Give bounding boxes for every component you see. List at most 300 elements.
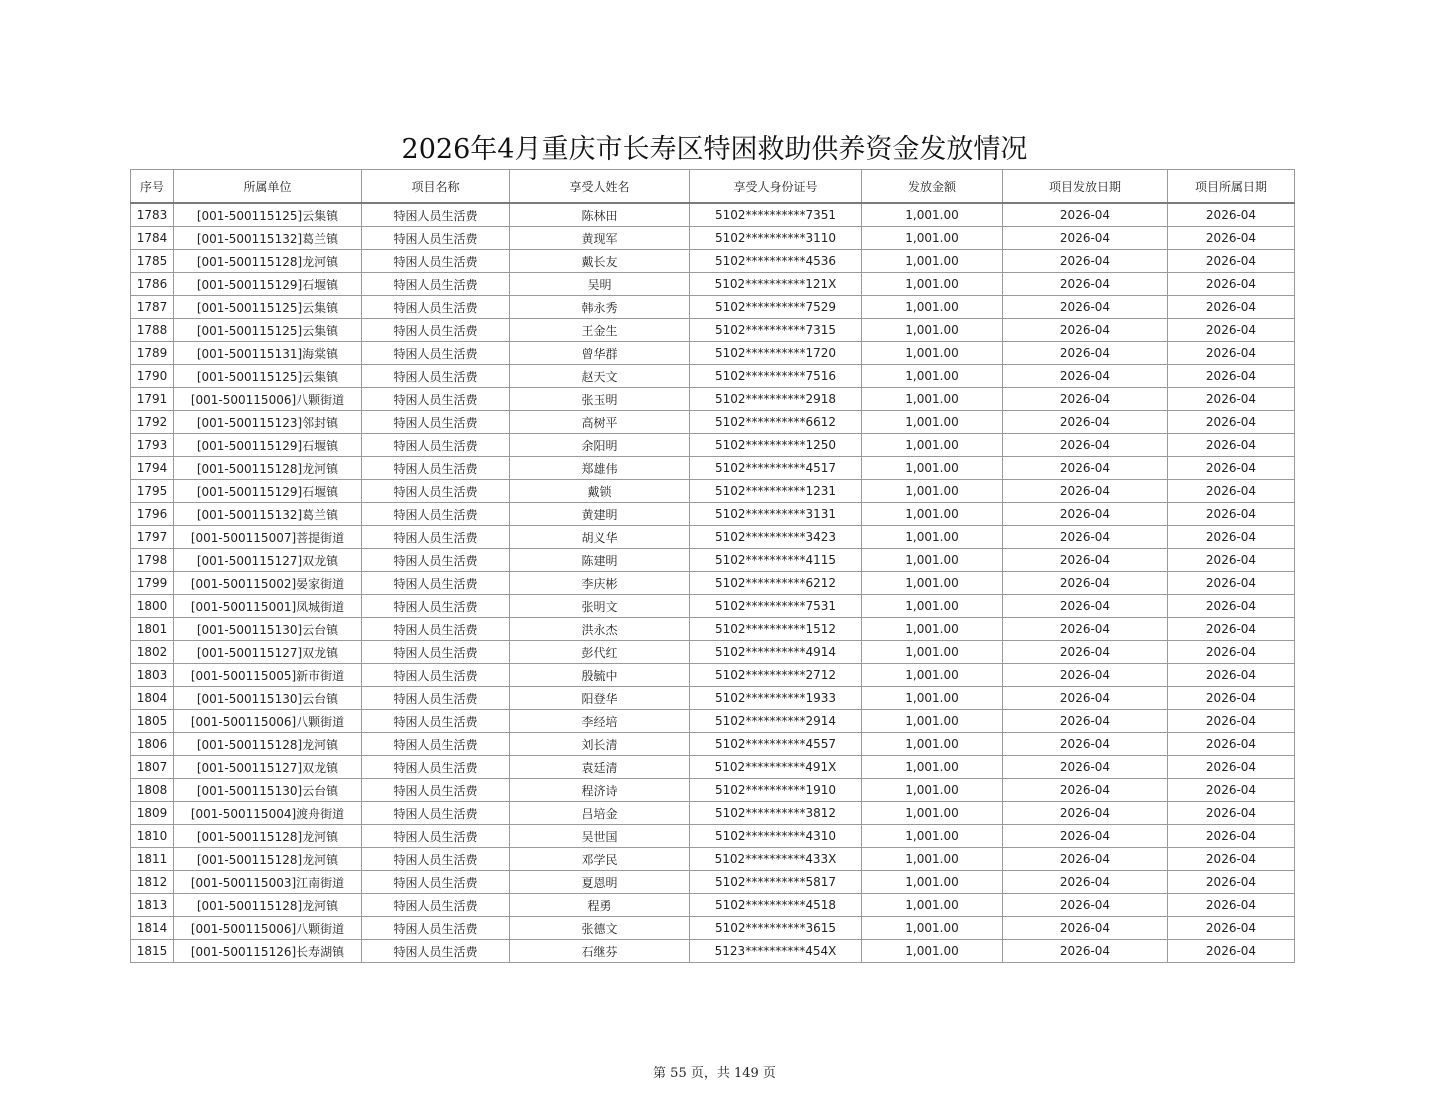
cell-project: 特困人员生活费 <box>362 296 510 319</box>
cell-period-date: 2026-04 <box>1168 595 1295 618</box>
cell-id-number: 5102**********7315 <box>690 319 862 342</box>
cell-serial: 1810 <box>131 825 174 848</box>
cell-unit: [001-500115006]八颗街道 <box>174 388 362 411</box>
cell-issue-date: 2026-04 <box>1003 549 1168 572</box>
cell-id-number: 5102**********1720 <box>690 342 862 365</box>
cell-unit: [001-500115125]云集镇 <box>174 296 362 319</box>
cell-id-number: 5102**********3812 <box>690 802 862 825</box>
cell-period-date: 2026-04 <box>1168 871 1295 894</box>
cell-project: 特困人员生活费 <box>362 779 510 802</box>
table-row <box>131 319 1295 342</box>
cell-name: 赵天文 <box>510 365 690 388</box>
table-row <box>131 641 1295 664</box>
cell-unit: [001-500115128]龙河镇 <box>174 457 362 480</box>
cell-period-date: 2026-04 <box>1168 434 1295 457</box>
cell-project: 特困人员生活费 <box>362 894 510 917</box>
cell-period-date: 2026-04 <box>1168 802 1295 825</box>
cell-serial: 1814 <box>131 917 174 940</box>
cell-name: 吴世国 <box>510 825 690 848</box>
cell-id-number: 5102**********1231 <box>690 480 862 503</box>
cell-serial: 1789 <box>131 342 174 365</box>
cell-period-date: 2026-04 <box>1168 848 1295 871</box>
cell-serial: 1790 <box>131 365 174 388</box>
cell-unit: [001-500115132]葛兰镇 <box>174 503 362 526</box>
column-header-name: 享受人姓名 <box>510 170 690 204</box>
cell-issue-date: 2026-04 <box>1003 342 1168 365</box>
cell-amount: 1,001.00 <box>862 457 1003 480</box>
cell-period-date: 2026-04 <box>1168 779 1295 802</box>
table-row <box>131 802 1295 825</box>
cell-name: 程济诗 <box>510 779 690 802</box>
cell-project: 特困人员生活费 <box>362 848 510 871</box>
cell-issue-date: 2026-04 <box>1003 618 1168 641</box>
cell-name: 胡义华 <box>510 526 690 549</box>
cell-project: 特困人员生活费 <box>362 687 510 710</box>
cell-period-date: 2026-04 <box>1168 641 1295 664</box>
table-row <box>131 203 1295 227</box>
cell-project: 特困人员生活费 <box>362 526 510 549</box>
cell-serial: 1809 <box>131 802 174 825</box>
cell-id-number: 5102**********2918 <box>690 388 862 411</box>
cell-project: 特困人员生活费 <box>362 595 510 618</box>
cell-serial: 1799 <box>131 572 174 595</box>
cell-issue-date: 2026-04 <box>1003 848 1168 871</box>
cell-project: 特困人员生活费 <box>362 871 510 894</box>
cell-period-date: 2026-04 <box>1168 411 1295 434</box>
cell-name: 高树平 <box>510 411 690 434</box>
cell-amount: 1,001.00 <box>862 480 1003 503</box>
cell-unit: [001-500115125]云集镇 <box>174 203 362 227</box>
cell-project: 特困人员生活费 <box>362 388 510 411</box>
cell-unit: [001-500115127]双龙镇 <box>174 549 362 572</box>
cell-unit: [001-500115125]云集镇 <box>174 319 362 342</box>
cell-issue-date: 2026-04 <box>1003 871 1168 894</box>
cell-serial: 1784 <box>131 227 174 250</box>
cell-name: 郑雄伟 <box>510 457 690 480</box>
cell-period-date: 2026-04 <box>1168 572 1295 595</box>
cell-period-date: 2026-04 <box>1168 733 1295 756</box>
cell-amount: 1,001.00 <box>862 733 1003 756</box>
cell-serial: 1803 <box>131 664 174 687</box>
cell-serial: 1808 <box>131 779 174 802</box>
cell-id-number: 5102**********4310 <box>690 825 862 848</box>
column-header-amount: 发放金额 <box>862 170 1003 204</box>
table-row <box>131 618 1295 641</box>
cell-period-date: 2026-04 <box>1168 342 1295 365</box>
cell-unit: [001-500115128]龙河镇 <box>174 848 362 871</box>
cell-issue-date: 2026-04 <box>1003 733 1168 756</box>
cell-amount: 1,001.00 <box>862 779 1003 802</box>
cell-name: 张玉明 <box>510 388 690 411</box>
cell-unit: [001-500115130]云台镇 <box>174 779 362 802</box>
cell-id-number: 5102**********2914 <box>690 710 862 733</box>
cell-project: 特困人员生活费 <box>362 641 510 664</box>
cell-id-number: 5102**********1250 <box>690 434 862 457</box>
cell-unit: [001-500115007]菩提街道 <box>174 526 362 549</box>
cell-amount: 1,001.00 <box>862 664 1003 687</box>
cell-amount: 1,001.00 <box>862 940 1003 963</box>
cell-project: 特困人员生活费 <box>362 940 510 963</box>
cell-issue-date: 2026-04 <box>1003 756 1168 779</box>
cell-amount: 1,001.00 <box>862 549 1003 572</box>
cell-amount: 1,001.00 <box>862 250 1003 273</box>
cell-period-date: 2026-04 <box>1168 480 1295 503</box>
cell-amount: 1,001.00 <box>862 641 1003 664</box>
page-footer: 第 55 页，共 149 页 <box>653 1066 776 1081</box>
cell-amount: 1,001.00 <box>862 825 1003 848</box>
cell-project: 特困人员生活费 <box>362 342 510 365</box>
cell-unit: [001-500115132]葛兰镇 <box>174 227 362 250</box>
cell-period-date: 2026-04 <box>1168 710 1295 733</box>
table-row <box>131 756 1295 779</box>
cell-name: 李经培 <box>510 710 690 733</box>
cell-name: 殷毓中 <box>510 664 690 687</box>
cell-issue-date: 2026-04 <box>1003 434 1168 457</box>
cell-name: 黄建明 <box>510 503 690 526</box>
table-row <box>131 273 1295 296</box>
table-row <box>131 917 1295 940</box>
table-row <box>131 894 1295 917</box>
cell-period-date: 2026-04 <box>1168 549 1295 572</box>
cell-project: 特困人员生活费 <box>362 825 510 848</box>
cell-serial: 1811 <box>131 848 174 871</box>
cell-amount: 1,001.00 <box>862 848 1003 871</box>
cell-project: 特困人员生活费 <box>362 457 510 480</box>
cell-id-number: 5102**********7531 <box>690 595 862 618</box>
cell-unit: [001-500115129]石堰镇 <box>174 480 362 503</box>
cell-amount: 1,001.00 <box>862 526 1003 549</box>
cell-serial: 1796 <box>131 503 174 526</box>
cell-project: 特困人员生活费 <box>362 411 510 434</box>
cell-serial: 1791 <box>131 388 174 411</box>
table-row <box>131 710 1295 733</box>
cell-amount: 1,001.00 <box>862 319 1003 342</box>
cell-period-date: 2026-04 <box>1168 273 1295 296</box>
cell-name: 张明文 <box>510 595 690 618</box>
cell-unit: [001-500115006]八颗街道 <box>174 710 362 733</box>
cell-serial: 1800 <box>131 595 174 618</box>
cell-name: 夏恩明 <box>510 871 690 894</box>
cell-period-date: 2026-04 <box>1168 388 1295 411</box>
cell-unit: [001-500115129]石堰镇 <box>174 434 362 457</box>
cell-serial: 1794 <box>131 457 174 480</box>
cell-name: 戴长友 <box>510 250 690 273</box>
cell-name: 程勇 <box>510 894 690 917</box>
column-header-unit: 所属单位 <box>174 170 362 204</box>
cell-issue-date: 2026-04 <box>1003 411 1168 434</box>
cell-issue-date: 2026-04 <box>1003 503 1168 526</box>
cell-issue-date: 2026-04 <box>1003 203 1168 227</box>
cell-period-date: 2026-04 <box>1168 940 1295 963</box>
cell-serial: 1807 <box>131 756 174 779</box>
cell-period-date: 2026-04 <box>1168 250 1295 273</box>
cell-id-number: 5102**********4557 <box>690 733 862 756</box>
cell-serial: 1793 <box>131 434 174 457</box>
cell-name: 陈建明 <box>510 549 690 572</box>
cell-unit: [001-500115004]渡舟街道 <box>174 802 362 825</box>
cell-unit: [001-500115002]晏家街道 <box>174 572 362 595</box>
cell-id-number: 5102**********6612 <box>690 411 862 434</box>
cell-project: 特困人员生活费 <box>362 572 510 595</box>
cell-project: 特困人员生活费 <box>362 733 510 756</box>
cell-amount: 1,001.00 <box>862 503 1003 526</box>
cell-amount: 1,001.00 <box>862 296 1003 319</box>
cell-project: 特困人员生活费 <box>362 802 510 825</box>
cell-period-date: 2026-04 <box>1168 296 1295 319</box>
cell-name: 邓学民 <box>510 848 690 871</box>
table-row <box>131 549 1295 572</box>
cell-issue-date: 2026-04 <box>1003 917 1168 940</box>
cell-serial: 1801 <box>131 618 174 641</box>
cell-serial: 1797 <box>131 526 174 549</box>
cell-unit: [001-500115128]龙河镇 <box>174 825 362 848</box>
cell-unit: [001-500115127]双龙镇 <box>174 641 362 664</box>
cell-unit: [001-500115130]云台镇 <box>174 618 362 641</box>
cell-issue-date: 2026-04 <box>1003 710 1168 733</box>
cell-project: 特困人员生活费 <box>362 917 510 940</box>
cell-period-date: 2026-04 <box>1168 825 1295 848</box>
table-row <box>131 848 1295 871</box>
cell-unit: [001-500115127]双龙镇 <box>174 756 362 779</box>
cell-amount: 1,001.00 <box>862 687 1003 710</box>
cell-issue-date: 2026-04 <box>1003 480 1168 503</box>
cell-period-date: 2026-04 <box>1168 917 1295 940</box>
cell-issue-date: 2026-04 <box>1003 940 1168 963</box>
cell-amount: 1,001.00 <box>862 871 1003 894</box>
table-body <box>131 203 1295 963</box>
cell-amount: 1,001.00 <box>862 227 1003 250</box>
table-row <box>131 572 1295 595</box>
cell-unit: [001-500115129]石堰镇 <box>174 273 362 296</box>
cell-issue-date: 2026-04 <box>1003 779 1168 802</box>
table-row <box>131 779 1295 802</box>
cell-id-number: 5102**********4518 <box>690 894 862 917</box>
cell-issue-date: 2026-04 <box>1003 641 1168 664</box>
cell-id-number: 5102**********7351 <box>690 203 862 227</box>
column-header-id-number: 享受人身份证号 <box>690 170 862 204</box>
cell-project: 特困人员生活费 <box>362 365 510 388</box>
cell-project: 特困人员生活费 <box>362 250 510 273</box>
cell-name: 刘长清 <box>510 733 690 756</box>
cell-amount: 1,001.00 <box>862 756 1003 779</box>
cell-project: 特困人员生活费 <box>362 480 510 503</box>
cell-project: 特困人员生活费 <box>362 664 510 687</box>
cell-unit: [001-500115131]海棠镇 <box>174 342 362 365</box>
cell-project: 特困人员生活费 <box>362 503 510 526</box>
cell-name: 陈林田 <box>510 203 690 227</box>
cell-amount: 1,001.00 <box>862 802 1003 825</box>
cell-id-number: 5102**********121X <box>690 273 862 296</box>
cell-period-date: 2026-04 <box>1168 618 1295 641</box>
column-header-serial: 序号 <box>131 170 174 204</box>
table-row <box>131 388 1295 411</box>
table-row <box>131 733 1295 756</box>
cell-id-number: 5102**********3615 <box>690 917 862 940</box>
cell-amount: 1,001.00 <box>862 917 1003 940</box>
cell-id-number: 5102**********6212 <box>690 572 862 595</box>
cell-name: 吕培金 <box>510 802 690 825</box>
cell-serial: 1804 <box>131 687 174 710</box>
cell-amount: 1,001.00 <box>862 710 1003 733</box>
table-row <box>131 687 1295 710</box>
cell-name: 戴锁 <box>510 480 690 503</box>
cell-id-number: 5102**********4914 <box>690 641 862 664</box>
table-row <box>131 250 1295 273</box>
cell-amount: 1,001.00 <box>862 595 1003 618</box>
cell-amount: 1,001.00 <box>862 894 1003 917</box>
cell-id-number: 5102**********3423 <box>690 526 862 549</box>
cell-project: 特困人员生活费 <box>362 756 510 779</box>
cell-serial: 1815 <box>131 940 174 963</box>
cell-issue-date: 2026-04 <box>1003 365 1168 388</box>
cell-name: 王金生 <box>510 319 690 342</box>
cell-unit: [001-500115128]龙河镇 <box>174 733 362 756</box>
cell-unit: [001-500115005]新市街道 <box>174 664 362 687</box>
cell-name: 余阳明 <box>510 434 690 457</box>
cell-period-date: 2026-04 <box>1168 664 1295 687</box>
cell-period-date: 2026-04 <box>1168 227 1295 250</box>
cell-amount: 1,001.00 <box>862 342 1003 365</box>
cell-id-number: 5102**********5817 <box>690 871 862 894</box>
cell-amount: 1,001.00 <box>862 388 1003 411</box>
table-row <box>131 434 1295 457</box>
cell-id-number: 5102**********4517 <box>690 457 862 480</box>
cell-name: 洪永杰 <box>510 618 690 641</box>
cell-issue-date: 2026-04 <box>1003 250 1168 273</box>
table-row <box>131 595 1295 618</box>
cell-serial: 1795 <box>131 480 174 503</box>
cell-id-number: 5102**********3110 <box>690 227 862 250</box>
cell-project: 特困人员生活费 <box>362 710 510 733</box>
cell-name: 张德文 <box>510 917 690 940</box>
cell-serial: 1805 <box>131 710 174 733</box>
cell-id-number: 5102**********491X <box>690 756 862 779</box>
cell-id-number: 5102**********7516 <box>690 365 862 388</box>
table-row <box>131 825 1295 848</box>
cell-serial: 1788 <box>131 319 174 342</box>
cell-id-number: 5102**********433X <box>690 848 862 871</box>
cell-project: 特困人员生活费 <box>362 203 510 227</box>
cell-amount: 1,001.00 <box>862 273 1003 296</box>
cell-serial: 1813 <box>131 894 174 917</box>
cell-serial: 1783 <box>131 203 174 227</box>
table-row <box>131 296 1295 319</box>
cell-name: 韩永秀 <box>510 296 690 319</box>
cell-issue-date: 2026-04 <box>1003 319 1168 342</box>
cell-unit: [001-500115006]八颗街道 <box>174 917 362 940</box>
table-row <box>131 871 1295 894</box>
cell-id-number: 5123**********454X <box>690 940 862 963</box>
cell-period-date: 2026-04 <box>1168 526 1295 549</box>
cell-issue-date: 2026-04 <box>1003 273 1168 296</box>
page-title: 2026年4月重庆市长寿区特困救助供养资金发放情况 <box>401 134 1028 165</box>
cell-issue-date: 2026-04 <box>1003 388 1168 411</box>
cell-project: 特困人员生活费 <box>362 273 510 296</box>
cell-name: 黄现军 <box>510 227 690 250</box>
cell-amount: 1,001.00 <box>862 203 1003 227</box>
cell-id-number: 5102**********1512 <box>690 618 862 641</box>
cell-serial: 1792 <box>131 411 174 434</box>
relief-fund-table <box>130 169 1295 963</box>
cell-name: 阳登华 <box>510 687 690 710</box>
cell-issue-date: 2026-04 <box>1003 687 1168 710</box>
table-row <box>131 342 1295 365</box>
table-row <box>131 411 1295 434</box>
cell-id-number: 5102**********1933 <box>690 687 862 710</box>
table-header-row <box>131 170 1295 204</box>
cell-serial: 1786 <box>131 273 174 296</box>
table-row <box>131 227 1295 250</box>
cell-unit: [001-500115003]江南街道 <box>174 871 362 894</box>
cell-issue-date: 2026-04 <box>1003 595 1168 618</box>
column-header-period-date: 项目所属日期 <box>1168 170 1295 204</box>
column-header-issue-date: 项目发放日期 <box>1003 170 1168 204</box>
column-header-project: 项目名称 <box>362 170 510 204</box>
cell-name: 彭代红 <box>510 641 690 664</box>
cell-unit: [001-500115128]龙河镇 <box>174 894 362 917</box>
cell-issue-date: 2026-04 <box>1003 894 1168 917</box>
table-row <box>131 664 1295 687</box>
cell-amount: 1,001.00 <box>862 434 1003 457</box>
table-row <box>131 457 1295 480</box>
cell-name: 石继芬 <box>510 940 690 963</box>
table-row <box>131 526 1295 549</box>
cell-issue-date: 2026-04 <box>1003 526 1168 549</box>
table-row <box>131 480 1295 503</box>
table-row <box>131 503 1295 526</box>
cell-name: 李庆彬 <box>510 572 690 595</box>
cell-issue-date: 2026-04 <box>1003 457 1168 480</box>
cell-unit: [001-500115125]云集镇 <box>174 365 362 388</box>
cell-issue-date: 2026-04 <box>1003 296 1168 319</box>
cell-amount: 1,001.00 <box>862 618 1003 641</box>
cell-period-date: 2026-04 <box>1168 687 1295 710</box>
cell-name: 袁廷清 <box>510 756 690 779</box>
cell-unit: [001-500115130]云台镇 <box>174 687 362 710</box>
cell-id-number: 5102**********1910 <box>690 779 862 802</box>
cell-id-number: 5102**********4115 <box>690 549 862 572</box>
cell-id-number: 5102**********3131 <box>690 503 862 526</box>
cell-id-number: 5102**********7529 <box>690 296 862 319</box>
cell-project: 特困人员生活费 <box>362 618 510 641</box>
cell-project: 特困人员生活费 <box>362 319 510 342</box>
cell-name: 吴明 <box>510 273 690 296</box>
cell-amount: 1,001.00 <box>862 572 1003 595</box>
cell-period-date: 2026-04 <box>1168 203 1295 227</box>
cell-unit: [001-500115001]凤城街道 <box>174 595 362 618</box>
cell-period-date: 2026-04 <box>1168 894 1295 917</box>
cell-name: 曾华群 <box>510 342 690 365</box>
cell-unit: [001-500115126]长寿湖镇 <box>174 940 362 963</box>
cell-serial: 1812 <box>131 871 174 894</box>
cell-serial: 1787 <box>131 296 174 319</box>
cell-amount: 1,001.00 <box>862 411 1003 434</box>
cell-amount: 1,001.00 <box>862 365 1003 388</box>
cell-period-date: 2026-04 <box>1168 457 1295 480</box>
cell-serial: 1806 <box>131 733 174 756</box>
cell-serial: 1785 <box>131 250 174 273</box>
cell-issue-date: 2026-04 <box>1003 825 1168 848</box>
cell-serial: 1798 <box>131 549 174 572</box>
cell-id-number: 5102**********4536 <box>690 250 862 273</box>
cell-project: 特困人员生活费 <box>362 227 510 250</box>
table-row <box>131 940 1295 963</box>
cell-period-date: 2026-04 <box>1168 319 1295 342</box>
cell-project: 特困人员生活费 <box>362 549 510 572</box>
cell-unit: [001-500115123]邻封镇 <box>174 411 362 434</box>
cell-period-date: 2026-04 <box>1168 756 1295 779</box>
cell-period-date: 2026-04 <box>1168 365 1295 388</box>
